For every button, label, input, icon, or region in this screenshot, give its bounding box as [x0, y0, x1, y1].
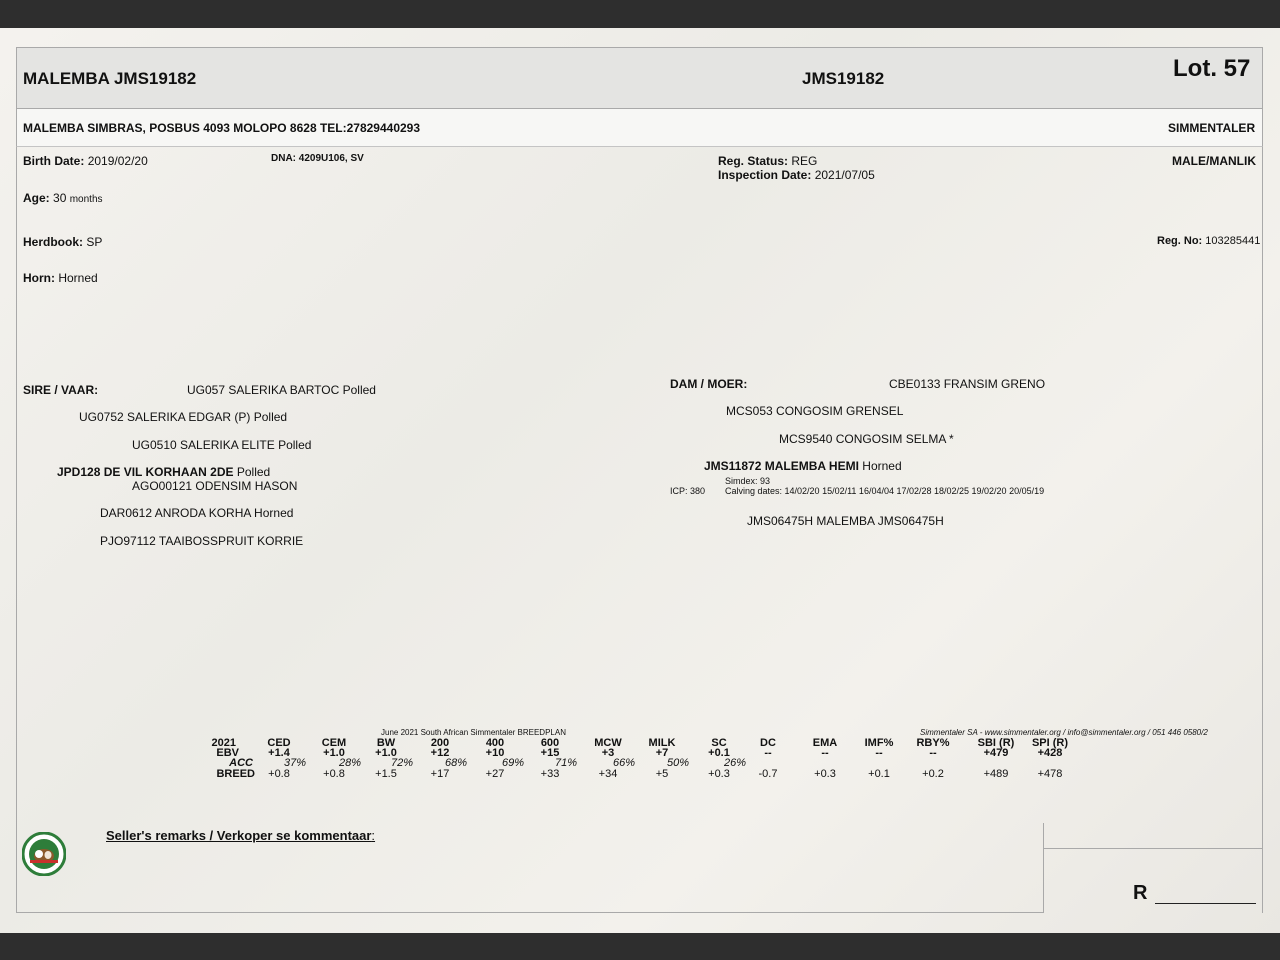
ebv-ebv-cell: +7 [655, 747, 669, 759]
breed-name: SIMMENTALER [1168, 121, 1256, 135]
ebv-breed-cell: +1.5 [375, 768, 397, 780]
ebv-ebv-cell: -- [875, 747, 883, 759]
ebv-name-cell: SPI (R) [1031, 737, 1069, 749]
ebv-acc-cell: 28% [338, 757, 362, 769]
ebv-acc-cell: 71% [554, 757, 578, 769]
sire: UG057 SALERIKA BARTOC Polled [187, 383, 376, 397]
ebv-ebv-cell: -- [821, 747, 829, 759]
ebv-breed-cell: +0.1 [868, 768, 890, 780]
ebv-acc-cell: 69% [501, 757, 525, 769]
sire-dam-sire: AGO00121 ODENSIM HASON [132, 479, 298, 493]
horn [23, 271, 98, 285]
reg-number [1157, 235, 1260, 247]
age [23, 191, 103, 205]
animal-name: MALEMBA JMS19182 [23, 69, 197, 88]
dam-label: DAM / MOER: [670, 377, 748, 391]
dam-sire-sire: CBE0133 FRANSIM GRENO [889, 377, 1046, 391]
ebv-breed-cell: +0.8 [323, 768, 345, 780]
seller-remarks-text: Seller's remarks / Verkoper se kommentaar [106, 828, 372, 843]
inspection-date [718, 168, 875, 182]
ebv-acc-cell: 26% [723, 757, 747, 769]
calving-dates: Calving dates: 14/02/20 15/02/11 16/04/04 17/02/28 18/02/25 19/02/20 20/05/19 [725, 486, 1045, 496]
ebv-breed-cell: +33 [540, 768, 560, 780]
inspection-value: 2021/07/05 [814, 168, 875, 182]
price-box-top-border [1044, 848, 1263, 849]
ebv-name-cell: SBI (R) [977, 737, 1015, 749]
ebv-name-cell: CEM [321, 737, 347, 749]
sire-dam-name: JPD128 DE VIL KORHAAN 2DE [57, 465, 234, 479]
sire-sire: UG0752 SALERIKA EDGAR (P) Polled [79, 410, 288, 424]
horn-label: Horn: [23, 271, 55, 285]
birth-date-value: 2019/02/20 [87, 154, 148, 168]
herdbook-label: Herdbook: [23, 235, 83, 249]
ebv-breed-cell: +0.3 [708, 768, 730, 780]
inspection-label: Inspection Date: [718, 168, 812, 182]
simmentaler-logo-icon [22, 832, 66, 876]
ebv-breed-cell: +0.2 [922, 768, 944, 780]
dam-sire-dam: MCS9540 CONGOSIM SELMA * [779, 432, 954, 446]
reg-number-value: 103285441 [1205, 235, 1261, 247]
sire-label: SIRE / VAAR: [23, 383, 99, 397]
age-unit: months [69, 194, 103, 205]
ebv-ebv-cell: -- [929, 747, 937, 759]
age-label: Age: [23, 191, 50, 205]
ebv-ebv-cell: +10 [485, 747, 505, 759]
ebv-name-cell: IMF% [864, 737, 894, 749]
sire-dam-horn: Polled [236, 465, 271, 479]
sire-sire-sire: UG0510 SALERIKA ELITE Polled [132, 438, 312, 452]
ebv-breed-cell: -0.7 [758, 768, 778, 780]
ebv-ebv-cell: +479 [983, 747, 1009, 759]
ebv-ebv-cell: +12 [430, 747, 450, 759]
breed-row-label: BREED [216, 768, 255, 780]
ebv-breed-cell: +34 [598, 768, 618, 780]
ebv-breed-cell: +0.3 [814, 768, 836, 780]
sire-dam [57, 465, 270, 479]
dam-sire: MCS053 CONGOSIM GRENSEL [726, 404, 904, 418]
lot-number: Lot. 57 [1173, 55, 1251, 82]
birth-date [23, 154, 148, 168]
ebv-ebv-cell: +1.0 [323, 747, 345, 759]
dam [704, 459, 902, 473]
dam-dam: JMS06475H MALEMBA JMS06475H [747, 514, 944, 528]
herdbook [23, 235, 102, 249]
ebv-name-cell: DC [760, 737, 776, 749]
ebv-name-cell: EMA [812, 737, 838, 749]
dna-info: DNA: 4209U106, SV [271, 153, 364, 164]
ebv-breed-cell: +489 [983, 768, 1009, 780]
price-blank-line[interactable] [1155, 903, 1256, 904]
sire-dam-dam: DAR0612 ANRODA KORHA Horned [100, 506, 294, 520]
card-bottom-border [16, 912, 1044, 913]
society-contact: Simmentaler SA - www.simmentaler.org / info@simmentaler.org / 051 446 0580/2 [920, 728, 1208, 737]
bottom-dark-bar [0, 933, 1280, 960]
ebv-year: 2021 [211, 737, 236, 749]
ebv-name-cell: RBY% [916, 737, 950, 749]
ebv-breed-cell: +17 [430, 768, 450, 780]
ebv-name-cell: BW [376, 737, 396, 749]
ebv-name-cell: MILK [648, 737, 676, 749]
reg-status-value: REG [791, 154, 818, 168]
ebv-ebv-cell: -- [764, 747, 772, 759]
simdex: Simdex: 93 [725, 476, 771, 486]
ebv-name-cell: 400 [485, 737, 505, 749]
dam-horn: Horned [862, 459, 902, 473]
ebv-breed-cell: +478 [1037, 768, 1063, 780]
ebv-acc-cell: 37% [283, 757, 307, 769]
sex: MALE/MANLIK [1172, 154, 1256, 168]
ebv-acc-cell: 68% [444, 757, 468, 769]
reg-status-label: Reg. Status: [718, 154, 789, 168]
icp: ICP: 380 [670, 486, 706, 496]
seller-remarks-colon: : [371, 828, 376, 843]
reg-status [718, 154, 817, 168]
ebv-row-label: EBV [216, 747, 239, 759]
ebv-breed-cell: +5 [655, 768, 669, 780]
price-box-divider [1043, 823, 1044, 913]
ebv-name-cell: MCW [594, 737, 622, 749]
top-dark-bar [0, 0, 1280, 28]
sire-dam-dam-dam: PJO97112 TAAIBOSSPRUIT KORRIE [100, 534, 304, 548]
ebv-name-cell: CED [267, 737, 291, 749]
ebv-ebv-cell: +15 [540, 747, 560, 759]
ebv-breed-cell: +0.8 [268, 768, 290, 780]
ebv-ebv-cell: +428 [1037, 747, 1063, 759]
ebv-name-cell: 200 [430, 737, 450, 749]
age-value: 30 [53, 191, 67, 205]
ebv-acc-cell: 66% [612, 757, 636, 769]
ebv-name-cell: 600 [540, 737, 560, 749]
dam-name: JMS11872 MALEMBA HEMI [704, 459, 859, 473]
ebv-breed-cell: +27 [485, 768, 505, 780]
ebv-ebv-cell: +0.1 [708, 747, 730, 759]
seller-remarks-label [106, 828, 375, 843]
ebv-name-cell: SC [711, 737, 727, 749]
breeder-line: MALEMBA SIMBRAS, POSBUS 4093 MOLOPO 8628 TEL:27829440293 [23, 121, 421, 135]
ebv-ebv-cell: +1.4 [268, 747, 290, 759]
title-band [16, 47, 1263, 109]
animal-ident: JMS19182 [802, 69, 885, 88]
acc-row-label: ACC [229, 757, 253, 769]
ebv-acc-cell: 50% [666, 757, 690, 769]
birth-date-label: Birth Date: [23, 154, 85, 168]
ebv-acc-cell: 72% [390, 757, 414, 769]
reg-number-label: Reg. No: [1157, 235, 1203, 247]
price-currency: R [1133, 882, 1148, 904]
herdbook-value: SP [86, 235, 103, 249]
ebv-ebv-cell: +1.0 [375, 747, 397, 759]
horn-value: Horned [58, 271, 98, 285]
breedplan-source: June 2021 South African Simmentaler BREEDPLAN [381, 728, 566, 737]
ebv-ebv-cell: +3 [601, 747, 615, 759]
